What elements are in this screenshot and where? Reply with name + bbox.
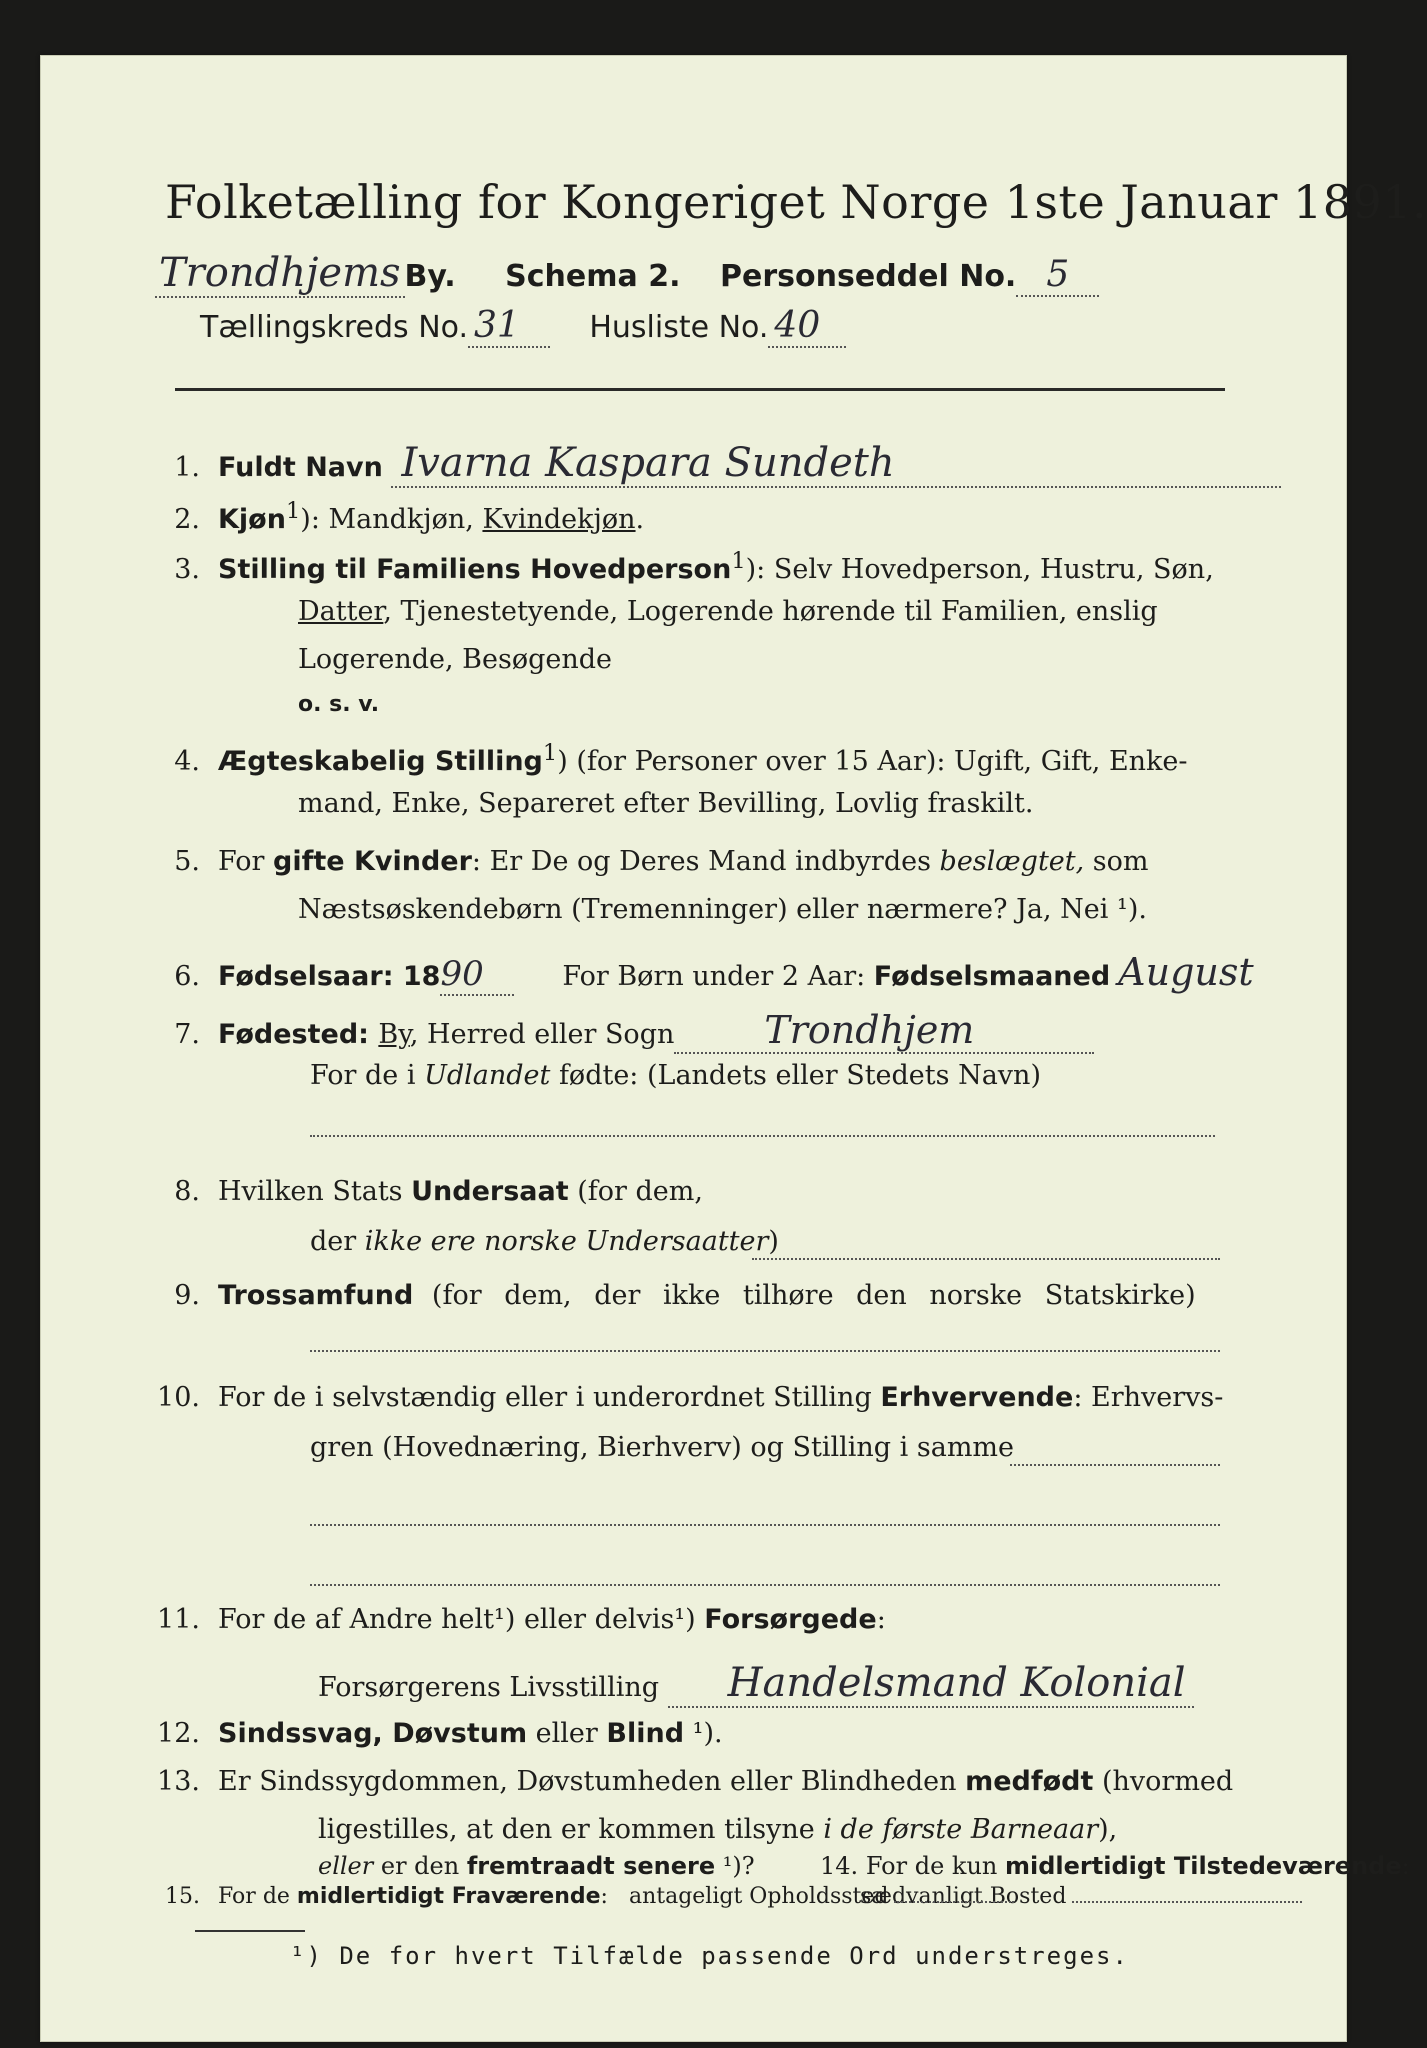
q6-text-b: For Børn under 2 Aar:	[562, 961, 874, 992]
q11-line2: Forsørgerens Livsstilling	[318, 1672, 660, 1703]
q10-number: 10.	[157, 1382, 200, 1413]
footnote-rule	[195, 1930, 305, 1932]
q6-number: 6.	[174, 961, 200, 992]
q13-line2-a: ligestilles, at den er kommen tilsyne	[318, 1814, 824, 1845]
city-handwritten: Trondhjems	[155, 250, 405, 298]
q5-line1-end: som	[1084, 846, 1149, 877]
q3-line4: o. s. v.	[298, 692, 380, 717]
q11-row2	[318, 1660, 1194, 1708]
q13-italic: i de første Barneaar	[823, 1814, 1099, 1845]
header-rule	[175, 388, 1225, 391]
q12-text-b: ¹).	[684, 1718, 723, 1749]
q13-italic-2: eller	[318, 1852, 374, 1880]
q11-text-a: For de af Andre helt¹) eller delvis¹)	[218, 1604, 705, 1635]
q7-row: 7. Fødested: By, Herred eller Sogn Trondhjem	[140, 1008, 1094, 1054]
q11-text-b: :	[876, 1604, 886, 1635]
q9-row	[140, 1280, 1196, 1311]
q15-number: 15.	[165, 1884, 200, 1909]
q13-text-a: Er Sindssygdommen, Døvstumheden eller Blindheden	[218, 1766, 966, 1797]
q12-label: Sindssvag, Døvstum	[218, 1718, 528, 1749]
q3-row2	[298, 596, 1158, 627]
q2-sup: 1	[285, 498, 301, 524]
q14-text-a: For de kun	[865, 1852, 1005, 1880]
q5-line1: : Er De og Deres Mand indbyrdes	[471, 846, 940, 877]
q13-label: medfødt	[965, 1766, 1094, 1797]
q10-text-b: : Erhvervs-	[1073, 1382, 1224, 1413]
kreds-number: 31	[468, 305, 550, 348]
q14-row	[820, 1852, 1410, 1880]
q14-number: 14.	[820, 1852, 859, 1880]
q7-line2-a: For de i	[310, 1060, 425, 1091]
q3-line1: ): Selv Hovedperson, Hustru, Søn,	[745, 554, 1214, 585]
q13-row	[140, 1766, 1233, 1797]
q5-line2: Næstsøskendebørn (Tremenninger) eller nærmere? Ja, Nei ¹).	[298, 894, 1147, 925]
q4-line2: mand, Enke, Separeret efter Bevilling, Lovlig fraskilt.	[298, 788, 1034, 819]
q6-row	[140, 950, 1254, 996]
q10-text-a: For de i selvstændig eller i underordnet Stilling	[218, 1382, 881, 1413]
q4-line1: ) (for Personer over 15 Aar): Ugift, Gift, Enke-	[557, 746, 1188, 777]
q13-line3-a: er den	[373, 1852, 467, 1880]
q3-number: 3.	[174, 554, 200, 585]
q10-line2: gren (Hovednæring, Bierhverv) og Stilling i samme	[310, 1432, 1015, 1463]
q11-label: Forsørgede	[704, 1604, 877, 1635]
q9-answer-line	[310, 1350, 1220, 1352]
q14-text-b: :	[1401, 1852, 1410, 1880]
q3-underlined: Datter	[298, 596, 384, 627]
q9-label: Trossamfund	[218, 1280, 414, 1311]
footnote: ¹) De for hvert Tilfælde passende Ord understreges.	[290, 1942, 1129, 1970]
q13-row3	[318, 1852, 755, 1880]
q13-label-2: fremtraadt senere	[466, 1852, 716, 1880]
personseddel-number: 5	[1016, 254, 1099, 297]
personseddel-label: Personseddel No.	[720, 259, 1017, 294]
q15-row	[140, 1884, 1014, 1909]
q13-text-b: (hvormed	[1093, 1766, 1234, 1797]
q7-answer-line	[310, 1135, 1215, 1137]
q7-line2-b: fødte: (Landets eller Stedets Navn)	[550, 1060, 1041, 1091]
q10-answer-line-1	[1010, 1464, 1220, 1466]
kreds-label: Tællingskreds No.	[200, 310, 468, 345]
q7-text-a: , Herred eller Sogn	[409, 1019, 675, 1050]
q6-year-prefix: : 18	[382, 961, 441, 992]
q14-answer-line	[1072, 1901, 1302, 1903]
q3-line3: Logerende, Besøgende	[298, 644, 612, 675]
q1-answer: Ivarna Kaspara Sundeth	[391, 440, 1281, 488]
q4-row	[140, 740, 1188, 777]
q8-text-a: Hvilken Stats	[218, 1176, 412, 1207]
q13-line3-c: ¹)?	[715, 1852, 755, 1880]
q12-label-b: Blind	[606, 1718, 685, 1749]
q15-text-b: :	[600, 1884, 608, 1909]
form-title: Folketælling for Kongeriget Norge 1ste Januar 1891.	[165, 175, 1427, 229]
q5-number: 5.	[174, 846, 200, 877]
q6-label: Fødselsaar	[218, 961, 383, 992]
q15-text-a: For de	[218, 1884, 297, 1909]
q9-text: (for dem, der ikke tilhøre den norske Statskirke)	[431, 1280, 1196, 1311]
q2-text-a: ): Mandkjøn,	[300, 504, 483, 535]
q12-row	[140, 1718, 723, 1749]
q6-month-answer: August	[1118, 950, 1254, 994]
husliste-number: 40	[768, 305, 846, 348]
q8-line2-b: )	[768, 1226, 779, 1257]
q14-line2: sædvanligt Bosted	[860, 1884, 1067, 1909]
q8-number: 8.	[174, 1176, 200, 1207]
q2-label: Kjøn	[218, 504, 286, 535]
q8-text-b: (for dem,	[568, 1176, 703, 1207]
q7-label: Fødested	[218, 1019, 359, 1050]
q10-answer-line-3	[310, 1584, 1220, 1586]
q1-label: Fuldt Navn	[218, 452, 383, 483]
q2-number: 2.	[174, 504, 200, 535]
q7-row2	[310, 1060, 1041, 1091]
q12-number: 12.	[157, 1718, 200, 1749]
q7-number: 7.	[174, 1019, 200, 1050]
husliste-label: Husliste No.	[589, 310, 769, 345]
q9-number: 9.	[174, 1280, 200, 1311]
q3-line2: , Tjenestetyende, Logerende hørende til Familien, enslig	[383, 596, 1158, 627]
schema-label: Schema 2.	[505, 259, 681, 294]
q14-label: midlertidigt Tilstedeværende	[1004, 1852, 1402, 1880]
q10-row	[140, 1382, 1223, 1413]
q11-number: 11.	[157, 1604, 200, 1635]
city-suffix: By.	[404, 259, 456, 294]
q3-row	[140, 548, 1214, 585]
q11-answer: Handelsmand Kolonial	[668, 1660, 1194, 1708]
q7-underlined: By	[378, 1019, 410, 1050]
q13-row2	[318, 1814, 1117, 1845]
q13-line2-b: ),	[1098, 1814, 1118, 1845]
q7-answer: Trondhjem	[674, 1008, 1094, 1054]
q11-row	[140, 1604, 886, 1635]
q2-text-c: .	[635, 504, 645, 535]
q5-text-a: For	[218, 846, 274, 877]
q2-underlined: Kvindekjøn	[482, 504, 636, 535]
q1-row	[140, 440, 1281, 488]
q10-answer-line-2	[310, 1524, 1220, 1526]
q6-label-b: Fødselsmaaned	[873, 961, 1111, 992]
q8-italic: ikke ere norske Undersaatter	[364, 1226, 769, 1257]
q8-answer-line	[752, 1258, 1220, 1260]
q12-text-a: eller	[527, 1718, 607, 1749]
q2-row	[140, 498, 644, 535]
q5-label: gifte Kvinder	[273, 846, 472, 877]
q15-label: midlertidigt Fraværende	[296, 1884, 601, 1909]
q15-answer-line	[894, 1901, 1014, 1903]
q4-number: 4.	[174, 746, 200, 777]
q6-year-answer: 90	[440, 954, 513, 996]
q5-row	[140, 846, 1149, 877]
q8-line2-a: der	[310, 1226, 365, 1257]
q8-row	[140, 1176, 703, 1207]
q4-sup: 1	[542, 740, 558, 766]
q8-row2	[310, 1226, 779, 1257]
q15-line2: antageligt Opholdssted	[628, 1884, 889, 1909]
q4-label: Ægteskabelig Stilling	[218, 746, 543, 777]
kreds-husliste-line	[200, 305, 846, 348]
q8-label: Undersaat	[411, 1176, 569, 1207]
q10-label: Erhvervende	[880, 1382, 1074, 1413]
city-schema-line	[155, 250, 1099, 298]
q5-italic: beslægtet,	[939, 846, 1085, 877]
q7-italic: Udlandet	[424, 1060, 551, 1091]
q3-sup: 1	[731, 548, 746, 574]
q13-number: 13.	[157, 1766, 200, 1797]
q1-number: 1.	[174, 452, 200, 483]
q3-label: Stilling til Familiens Hovedperson	[218, 554, 732, 585]
